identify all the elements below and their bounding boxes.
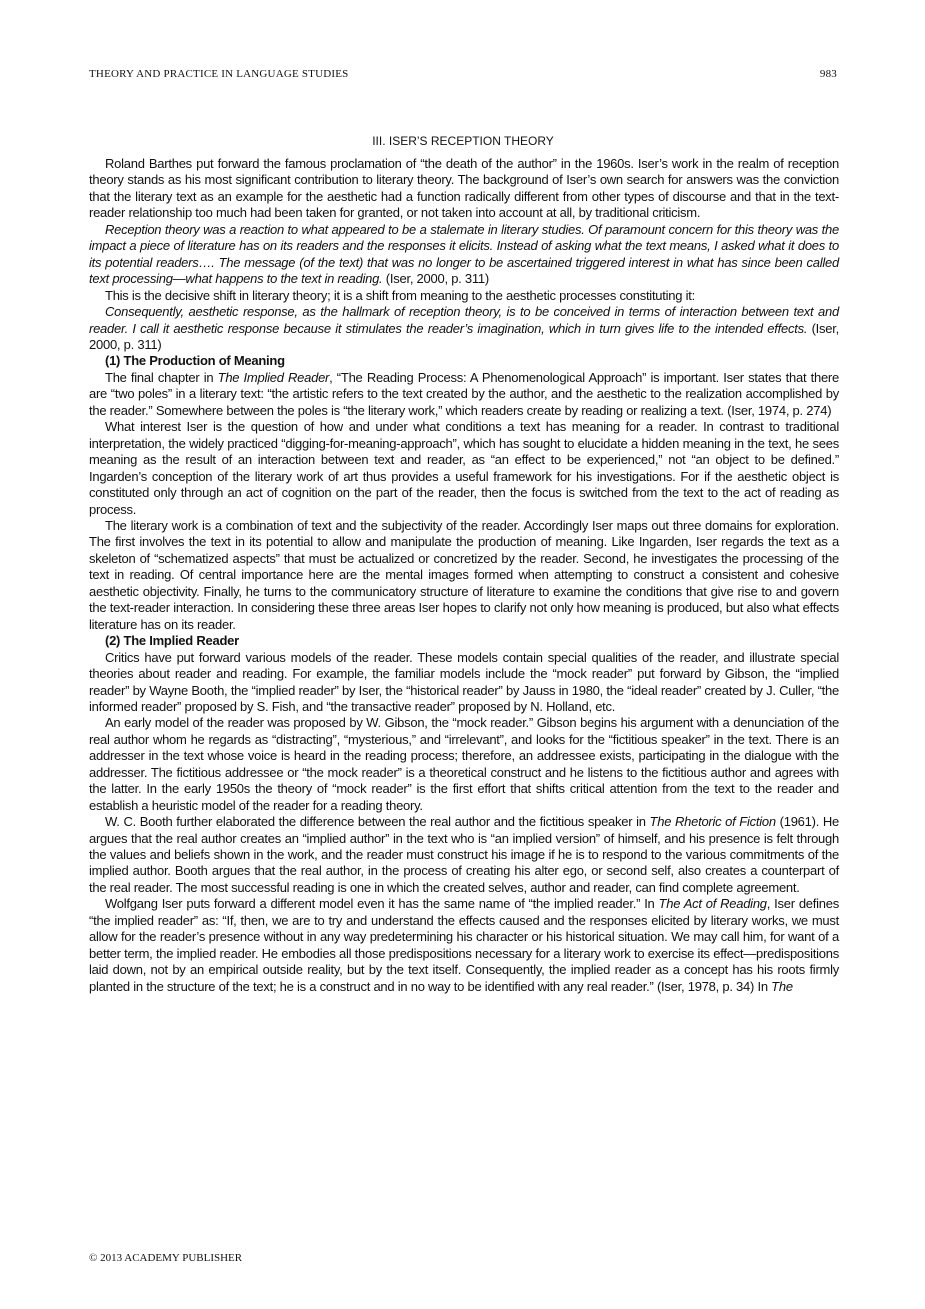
quote-citation: (Iser, 2000, p. 311) (89, 320, 839, 352)
text-run: The final chapter in (105, 369, 218, 385)
subheading-production-of-meaning: (1) The Production of Meaning (105, 353, 285, 369)
running-head (89, 68, 837, 80)
quote-text: Consequently, aesthetic response, as the hallmark of reception theory, is to be conceived in terms of interaction between text and reader. I call it aesthetic response because it stimulates the reader’s imagination, which in turn gives life to the intended effects. (89, 304, 839, 336)
article-body (89, 156, 839, 995)
journal-title: THEORY AND PRACTICE IN LANGUAGE STUDIES (89, 68, 349, 80)
page-number: 983 (819, 68, 837, 80)
paragraph-reader-models: Critics have put forward various models of the reader. These models contain special qualities of the reader, and illustrate special theories about reader and reading. For example, the familiar models include the “mock reader” put forward by Gibson, the “implied reader” by Wayne Booth, the “implied reader” by Iser, the “historical reader” by Jauss in 1980, the “ideal reader” created by J. Culler, “the informed reader” proposed by S. Fish, and “the transactive reader” proposed by N. Holland, etc. (89, 649, 839, 714)
book-title: The Rhetoric of Fiction (649, 814, 776, 830)
book-title-fragment: The (771, 978, 793, 994)
text-run: , Iser defines “the implied reader” as: “If, then, we are to try and understand the effects caused and the responses elicited by literary works, we must allow for the reader’s presence without in any way predetermining his character or his historical situation. We may call him, for want of a better term, the implied reader. He embodies all those predispositions necessary for a literary work to exercise its effect—predispositions laid down, not by an empirical outside reality, but by the text itself. Consequently, the implied reader as a concept has his roots firmly planted in the structure of the text; he is a construct and in no way to be identified with any real reader.” (Iser, 1978, p. 34) In (89, 896, 839, 994)
quote-citation: (Iser, 2000, p. 311) (385, 271, 489, 287)
quote-text: Reception theory was a reaction to what appeared to be a stalemate in literary studies. Of paramount concern for this theory was the impact a piece of literature has on its readers and the responses it elicits. Instead of asking what the text means, I asked what it does to its potential readers…. The message (of the text) that was no longer to be ascertained triggered interest in what has since been called text processing—what happens to the text in reading. (89, 221, 839, 287)
paragraph-decisive-shift: This is the decisive shift in literary theory; it is a shift from meaning to the aesthetic processes constituting it: (105, 287, 695, 303)
book-title: The Implied Reader (217, 369, 330, 385)
copyright-footer: © 2013 ACADEMY PUBLISHER (89, 1252, 243, 1264)
paragraph-mock-reader: An early model of the reader was proposed by W. Gibson, the “mock reader.” Gibson begins his argument with a denunciation of the real author whom he regards as “distracting”, “mysterious,” and “irrelevant”, and looks for the “fictitious speaker” in the text. There is an addresser in the text whose voice is heard in the reading process; therefore, an addressee exists, participating in the dialogue with the addresser. The fictitious addressee or “the mock reader” is a theoretical construct and he listens to the fictitious author and agrees with the latter. In the early 1950s the theory of “mock reader” is the first effort that shifts critical attention from the text to the reader and establish a heuristic model of the reader for a reading theory. (89, 715, 839, 813)
text-run: Wolfgang Iser puts forward a different model even it has the same name of “the implied reader.” In (105, 896, 659, 912)
text-run: , “The Reading Process: A Phenomenological Approach” is important. Iser states that there are “two poles” in a literary text: “the artistic refers to the text created by the author, and the aesthetic to the realization accomplished by the reader.” Somewhere between the poles is “the literary work,” which readers create by reading or realizing a text. (Iser, 1974, p. 274) (89, 369, 839, 418)
paragraph-three-domains: The literary work is a combination of text and the subjectivity of the reader. Accordingly Iser maps out three domains for exploration. The first involves the text in its potential to allow and manipulate the production of meaning. Like Ingarden, Iser regards the text as a skeleton of “schematized aspects” that must be actualized or concretized by the reader. Second, he investigates the processing of the text in reading. Of central importance here are the mental images formed when attempting to construct a consistent and cohesive aesthetic objectivity. Finally, he turns to the communicatory structure of literature to examine the conditions that give rise to and govern the text-reader interaction. In considering these three areas Iser hopes to clarify not only how meaning is produced, but also what effects literature has on its reader. (89, 517, 839, 632)
paragraph-iser-implied-reader (89, 896, 839, 995)
section-heading: III. ISER’S RECEPTION THEORY (372, 134, 554, 148)
block-quote-aesthetic-response (89, 304, 839, 353)
book-title: The Act of Reading (658, 896, 767, 912)
text-run: (1961). He argues that the real author creates an “implied author” in the text who is “an implied version” of himself, and his presence is felt through the values and beliefs shown in the work, and the reader must construct his image if he is to respond to the various commitments of the implied author. Booth argues that the real author, in the process of creating his alter ego, or second self, also creates a counterpart of the real reader. The most successful reading is one in which the created selves, author and reader, can find complete agreement. (89, 814, 839, 895)
paragraph-booth (89, 814, 839, 896)
subheading-implied-reader: (2) The Implied Reader (105, 633, 239, 649)
block-quote-reception (89, 222, 839, 288)
paragraph-meaning-interaction: What interest Iser is the question of how and under what conditions a text has meaning for a reader. In contrast to traditional interpretation, the widely practiced “digging-for-meaning-approach”, which has sought to elucidate a hidden meaning in the text, he sees meaning as the result of an interaction between text and reader, as “an effect to be experienced,” not “an object to be defined.” Ingarden’s conception of the literary work of art thus provides a useful framework for his investigations. For if the aesthetic object is constituted only through an act of cognition on the part of the reader, then the focus is switched from the text to the act of reading as process. (89, 419, 839, 517)
paragraph-implied-reader-chapter (89, 370, 839, 419)
text-run: W. C. Booth further elaborated the difference between the real author and the fictitious speaker in (105, 814, 650, 830)
paragraph-barthes: Roland Barthes put forward the famous proclamation of “the death of the author” in the 1960s. Iser’s work in the realm of reception theory stands as his most significant contribution to literary theory. The background of Iser’s own search for answers was the conviction that the literary text as an example for the aesthetic had a function radically different from other types of discourse and that in the text-reader relationship too much had been taken for granted, or not taken into account at all, by traditional criticism. (89, 156, 839, 221)
